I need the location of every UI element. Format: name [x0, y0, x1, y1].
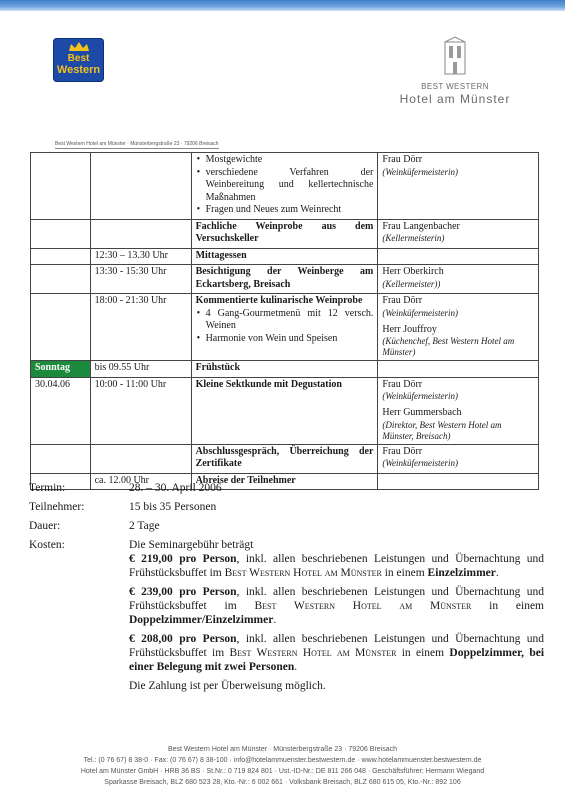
hotel-emblem-icon [443, 36, 467, 76]
topic-cell: Besichtigung der Weinberge am Eckartsberg, Breisach [191, 265, 378, 294]
termin-value: 28. – 30. April 2006 [129, 482, 222, 494]
termin-label: Termin: [29, 482, 66, 494]
kosten-label: Kosten: [29, 539, 65, 551]
table-row [31, 153, 539, 220]
presenter-name: Frau Langenbacher [382, 220, 460, 232]
termin-row [29, 481, 544, 500]
footer-company: Hotel am Münster GmbH · HRB 36 BS · St.Nr.: 0 719 824 801 · Ust.-ID-Nr.: DE 811 266 048 · Geschäftsführer: Hermann Wiegand [80, 768, 485, 775]
hotel-name: Best Western Hotel am Münster [229, 647, 397, 659]
room-type: Einzelzimmer [427, 567, 496, 579]
presenter-cell [378, 377, 539, 444]
table-row [31, 377, 539, 444]
price-offer: € 239,00 pro Person, inkl. allen beschriebenen Leistungen und Übernachtung und Frühstücksbuffet im Best Western Hotel am Münster in einem Doppelzimmer/Einzelzimmer. [129, 586, 544, 626]
dauer-row [29, 519, 544, 538]
hotel-name-line: Hotel am Münster [399, 92, 511, 106]
presenter-name: Frau Dörr [382, 445, 423, 457]
table-row [31, 219, 539, 248]
topic-cell: Abschlussgespräch, Überreichung der Zertifikate [191, 444, 378, 473]
list-item: • Mostgewichte [206, 154, 374, 167]
teilnehmer-value: 15 bis 35 Personen [129, 501, 217, 513]
hotel-name: Best Western Hotel am Münster [224, 567, 382, 579]
presenter-cell [378, 294, 539, 361]
price: € 239,00 pro Person [129, 586, 237, 598]
presenter-name: Frau Dörr [382, 295, 423, 306]
topic-title: Kommentierte kulinarische Weinprobe [195, 295, 363, 306]
presenter-role: (Küchenchef, Best Western Hotel am Münster) [382, 336, 515, 357]
list-item: • Harmonie von Wein und Speisen [206, 333, 374, 346]
teilnehmer-row [29, 500, 544, 519]
table-row [31, 265, 539, 294]
topic-cell: Frühstück [191, 361, 378, 378]
date-cell: 30.04.06 [31, 377, 91, 444]
price: € 219,00 pro Person [129, 553, 237, 565]
presenter-cell [378, 444, 539, 473]
presenter-role: (Weinküfermeisterin) [382, 458, 459, 468]
time-cell: bis 09.55 Uhr [90, 361, 191, 378]
topic-cell [191, 294, 378, 361]
hotel-logo [390, 36, 520, 112]
room-type: Doppelzimmer/Einzelzimmer [129, 614, 274, 626]
table-row [31, 361, 539, 378]
price: € 208,00 pro Person [129, 633, 237, 645]
topic-cell: Mittagessen [191, 248, 378, 265]
logo-word-western: Western [56, 64, 101, 76]
seminar-info [29, 481, 544, 693]
day-label: Sonntag [31, 361, 91, 378]
presenter-name: Herr Oberkirch [382, 266, 444, 277]
footer-address: Best Western Hotel am Münster · Münsterbergstraße 23 · 79206 Breisach [167, 746, 398, 753]
price-offer: € 208,00 pro Person, inkl. allen beschriebenen Leistungen und Übernachtung und Frühstücksbuffet im Best Western Hotel am Münster in einem Doppelzimmer, bei einer Belegung mit zwei Personen. [129, 633, 545, 673]
teilnehmer-label: Teilnehmer: [29, 501, 85, 513]
presenter-name: Frau Dörr [382, 154, 423, 165]
top-color-bar [0, 0, 565, 11]
time-cell: 10:00 - 11:00 Uhr [90, 377, 191, 444]
price-offer: € 219,00 pro Person, inkl. allen beschriebenen Leistungen und Übernachtung und Frühstücksbuffet im Best Western Hotel am Münster in einem Einzelzimmer. [129, 553, 544, 579]
presenter-role: (Kellermeister)) [382, 278, 441, 289]
hotel-brand-line: BEST WESTERN [421, 82, 489, 91]
footer-contact: Tel.: (0 76 67) 8 38-0 · Fax: (0 76 67) 8 38-100 · info@hotelammuenster.bestwestern.de · www.hotelammuenster.bestwestern.de [83, 757, 482, 764]
room-type: Doppelzimmer, bei einer Belegung mit zwei Personen [129, 647, 545, 673]
topic-cell: Fachliche Weinprobe aus dem Versuchskeller [191, 219, 378, 248]
sender-address-line: Best Western Hotel am Münster · Münsterbergstraße 23 · 79206 Breisach [55, 141, 219, 147]
list-item: • verschiedene Verfahren der Weinbereitung und kellertechnische Maßnahmen [206, 167, 374, 205]
payment-note: Die Zahlung ist per Überweisung möglich. [129, 680, 326, 692]
table-row [31, 444, 539, 473]
program-table [30, 152, 539, 490]
time-cell: 13:30 - 15:30 Uhr [90, 265, 191, 294]
footer-bank: Sparkasse Breisach, BLZ 680 523 28, Kto.-Nr.: 6 002 661 · Volksbank Breisach, BLZ 680 615 05, Kto.-Nr.: 892 106 [104, 779, 461, 786]
presenter-name: Herr Jouffroy [382, 323, 437, 335]
presenter-cell [378, 265, 539, 294]
table-row [31, 248, 539, 265]
presenter-role: (Weinküfermeisterin) [382, 307, 459, 318]
list-item: • Fragen und Neues zum Weinrecht [206, 204, 374, 217]
topic-cell: Kleine Sektkunde mit Degustation [191, 377, 378, 444]
presenter-role: (Weinküfermeisterin) [382, 166, 459, 177]
presenter-name: Herr Gummersbach [382, 407, 462, 418]
dauer-value: 2 Tage [129, 520, 160, 532]
presenter-cell [378, 153, 539, 220]
best-western-logo [53, 38, 104, 82]
presenter-cell [378, 219, 539, 248]
presenter-role: (Kellermeisterin) [382, 233, 445, 243]
list-item: • 4 Gang-Gourmetmenü mit 12 versch. Weinen [206, 308, 374, 333]
presenter-role: (Direktor, Best Western Hotel am Münster, Breisach) [382, 419, 502, 441]
kosten-row [29, 538, 544, 693]
time-cell: 18:00 - 21:30 Uhr [90, 294, 191, 361]
time-cell: ca. 12.00 Uhr [90, 473, 191, 490]
topic-cell: Abreise der Teilnehmer [191, 473, 378, 490]
presenter-role: (Weinküfermeisterin) [382, 391, 459, 401]
kosten-intro: Die Seminargebühr beträgt [129, 539, 254, 551]
hotel-name: Best Western Hotel am Münster [254, 600, 472, 612]
presenter-name: Frau Dörr [382, 378, 423, 390]
logo-word-best: Best [67, 53, 90, 64]
crown-icon [68, 41, 90, 52]
time-cell: 12:30 – 13.30 Uhr [90, 248, 191, 265]
letterhead-footer [0, 744, 565, 788]
dauer-label: Dauer: [29, 520, 61, 532]
table-row [31, 294, 539, 361]
topic-cell [191, 153, 378, 220]
